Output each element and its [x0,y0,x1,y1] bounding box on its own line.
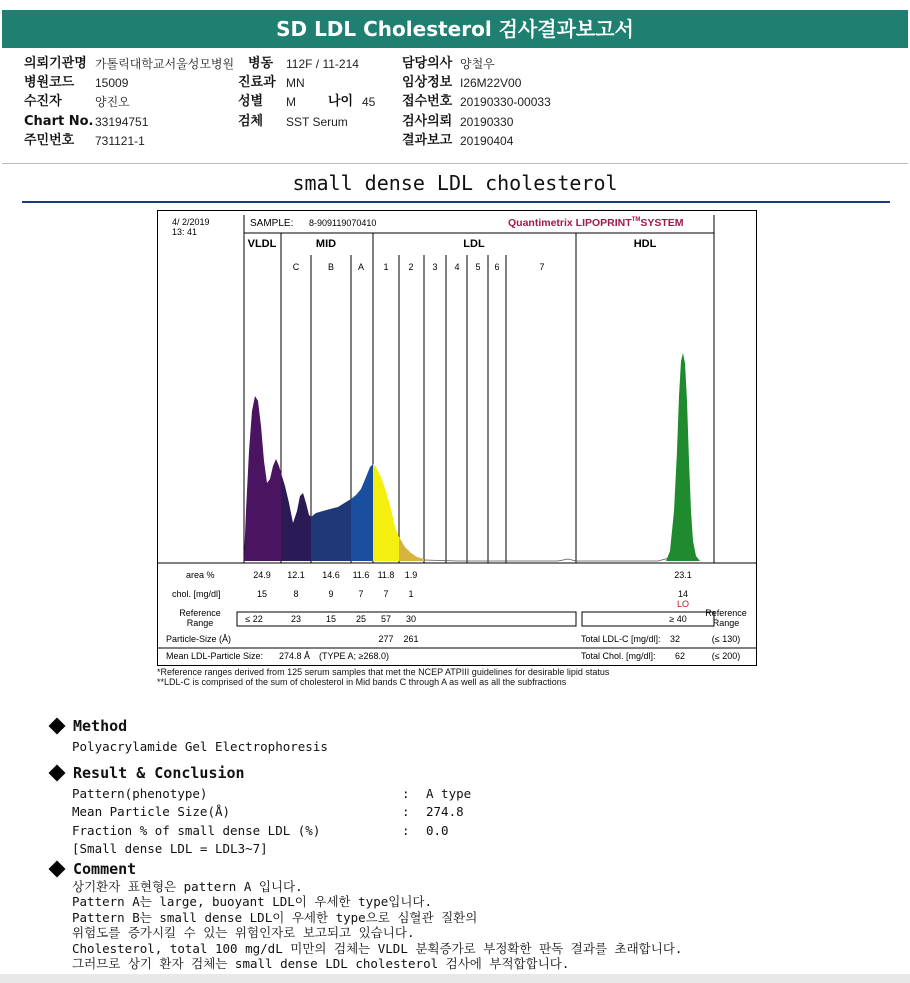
result-key: Fraction % of small dense LDL (%) [72,822,321,838]
band-1-peak [373,464,399,561]
footnote-ldl: **LDL-C is comprised of the sum of cholesterol in Mid bands C through A as well as all the subfractions [157,677,567,687]
chol-vldl: 15 [256,589,268,599]
group-ldl: LDL [463,238,485,250]
ward-label: 병동 [248,56,274,71]
ref-2: 30 [405,614,417,624]
bottom-scroll-strip [0,974,910,983]
comment-line: Pattern B는 small dense LDL이 우세한 type으로 심혈관 질환의 [72,909,478,925]
brand-logo [508,217,684,229]
band-c-peak [281,473,311,561]
total-ldl-value: 32 [669,634,680,644]
result-note: [Small dense LDL = LDL3~7] [72,841,268,856]
hospital-value: 가톨릭대학교서울성모병원 [95,57,235,71]
chol-a: 7 [358,589,364,599]
band-a-peak [351,464,373,561]
area-2: 1.9 [404,570,418,580]
age-label: 나이 [328,94,354,109]
chol-1: 7 [383,589,389,599]
result-sep: : [402,785,410,801]
group-vldl: VLDL [247,238,277,250]
ref-b: 15 [325,614,337,624]
chol-c: 8 [293,589,299,599]
comment-line: 그러므로 상기 환자 검체는 small dense LDL cholesterol 검사에 부적합합니다. [72,956,570,971]
chart-no-label: Chart No. [24,114,94,129]
area-b: 14.6 [322,570,340,580]
area-label: area % [186,570,215,580]
patient-info-panel [2,48,908,164]
ref-label-line2: Range [186,618,214,628]
sample-label: SAMPLE: [250,218,294,229]
chol-b: 9 [328,589,334,599]
band-3: 3 [432,262,438,272]
ref-a: 25 [355,614,367,624]
clinical-label: 임상정보 [402,75,453,90]
result-value: 0.0 [426,822,449,838]
band-c: C [292,262,300,272]
area-1: 11.8 [377,570,395,580]
ref-label-line1: Reference [179,608,221,618]
comment-heading [48,859,868,879]
lipoprint-electropherogram [158,211,756,665]
band-b: B [327,262,335,272]
report-date-value: 20190404 [460,134,514,148]
band-6: 6 [494,262,500,272]
ward-value: 112F / 11-214 [286,57,359,71]
sex-label: 성별 [238,94,264,109]
comment-line: 위험도를 증가시킬 수 있는 위험인자로 보고되고 있습니다. [72,925,415,940]
diamond-bullet-icon [49,718,66,735]
result-heading [48,763,868,783]
request-label: 검사의뢰 [402,114,453,129]
ref-1: 57 [380,614,392,624]
band-4: 4 [454,262,460,272]
result-row [48,823,868,839]
ref-hdl: ≥ 40 [669,614,687,624]
result-sep: : [402,804,410,819]
result-value: 274.8 [426,804,464,819]
ref-vldl: ≤ 22 [245,614,263,624]
result-row [48,786,868,802]
code-label: 병원코드 [24,75,75,90]
age-value: 45 [362,95,376,109]
id-label: 주민번호 [24,133,75,148]
result-title: Result & Conclusion [73,763,245,782]
band-5: 5 [475,262,481,272]
vldl-peak [244,396,281,561]
dept-label: 진료과 [238,75,276,90]
hospital-label: 의뢰기관명 [24,56,87,71]
electropherogram-trace [244,353,700,561]
total-ldl-label: Total LDL-C [mg/dl]: [581,634,661,644]
band-b-peak [311,499,351,561]
result-key: Pattern(phenotype) [72,785,208,801]
chol-label: chol. [mg/dl] [172,589,221,599]
lipoprint-chart [157,210,757,666]
band-1: 1 [383,262,389,272]
mean-size-label: Mean LDL-Particle Size: [166,651,264,661]
sample-id: 8-909119070410 [309,218,377,228]
brand-tm: TM [631,217,641,223]
comment-title: Comment [73,859,137,878]
band-dividers [244,233,714,563]
mean-size-value: 274.8 Å [279,651,311,661]
result-key: Mean Particle Size(Å) [72,804,231,819]
request-value: 20190330 [460,115,514,129]
chart-time: 13: 41 [172,227,198,237]
method-heading [48,716,868,736]
report-title: SD LDL Cholesterol 검사결과보고서 [2,10,908,48]
method-title: Method [73,717,128,735]
ref-c: 23 [290,614,302,624]
particle-label: Particle-Size (Å) [166,634,232,644]
sex-value: M [286,95,296,109]
brand-system: SYSTEM [640,217,684,229]
specimen-value: SST Serum [286,115,348,129]
brand-name: Quantimetrix LIPOPRINT [508,217,632,229]
chart-no-value: 33194751 [95,115,149,129]
doctor-value: 양철우 [460,57,495,71]
diamond-bullet-icon [49,764,66,781]
footnote-reference: *Reference ranges derived from 125 serum samples that met the NCEP ATPIII guidelines for desirable lipid status [157,667,610,677]
patient-label: 수진자 [24,94,62,109]
patient-value: 양진오 [95,95,130,109]
ref-right-line1: Reference [705,608,747,618]
receipt-label: 접수번호 [402,94,453,109]
hdl-low-flag: LO [676,599,690,609]
method-text: Polyacrylamide Gel Electrophoresis [72,739,328,754]
chol-hdl: 14 [677,589,689,599]
title-divider [22,201,890,203]
result-sep: : [402,822,410,838]
results-table [158,563,756,661]
particle-2: 261 [403,634,419,644]
diamond-bullet-icon [49,860,66,877]
area-hdl: 23.1 [674,570,692,580]
comment-line: Pattern A는 large, buoyant LDL이 우세한 type입니다. [72,894,432,909]
doctor-label: 담당의사 [402,56,453,71]
result-value: A type [426,785,472,801]
section-title: small dense LDL cholesterol [292,171,618,195]
total-chol-value: 62 [674,651,685,661]
group-hdl: HDL [633,238,657,250]
mean-size-type: (TYPE A; ≥268.0) [319,651,389,661]
ref-right-line2: Range [712,618,740,628]
chol-2: 1 [408,589,414,599]
group-mid: MID [315,238,337,250]
hdl-peak [666,353,700,561]
chart-date: 4/ 2/2019 [172,217,210,227]
total-ldl-ref: (≤ 130) [711,634,741,644]
clinical-value: I26M22V00 [460,76,522,90]
id-value: 731121-1 [95,134,145,148]
report-date-label: 결과보고 [402,133,453,148]
band-2: 2 [408,262,414,272]
particle-1: 277 [378,634,394,644]
result-row [48,804,868,820]
code-value: 15009 [95,76,129,90]
band-a: A [357,262,365,272]
area-vldl: 24.9 [253,570,271,580]
total-chol-ref: (≤ 200) [711,651,741,661]
dept-value: MN [286,76,305,90]
area-a: 11.6 [352,570,370,580]
total-chol-label: Total Chol. [mg/dl]: [581,651,656,661]
area-c: 12.1 [287,570,305,580]
band-7: 7 [539,262,545,272]
specimen-label: 검체 [238,114,264,129]
hdl-ref-box [582,612,714,626]
band-2-peak [399,537,424,561]
comment-line: Cholesterol, total 100 mg/dL 미만의 검체는 VLDL 분획증가로 부정확한 판독 결과를 초래합니다. [72,940,683,956]
comment-line: 상기환자 표현형은 pattern A 입니다. [72,878,303,894]
baseline-trace [424,557,673,561]
report-body [48,716,868,972]
receipt-value: 20190330-00033 [460,95,551,109]
